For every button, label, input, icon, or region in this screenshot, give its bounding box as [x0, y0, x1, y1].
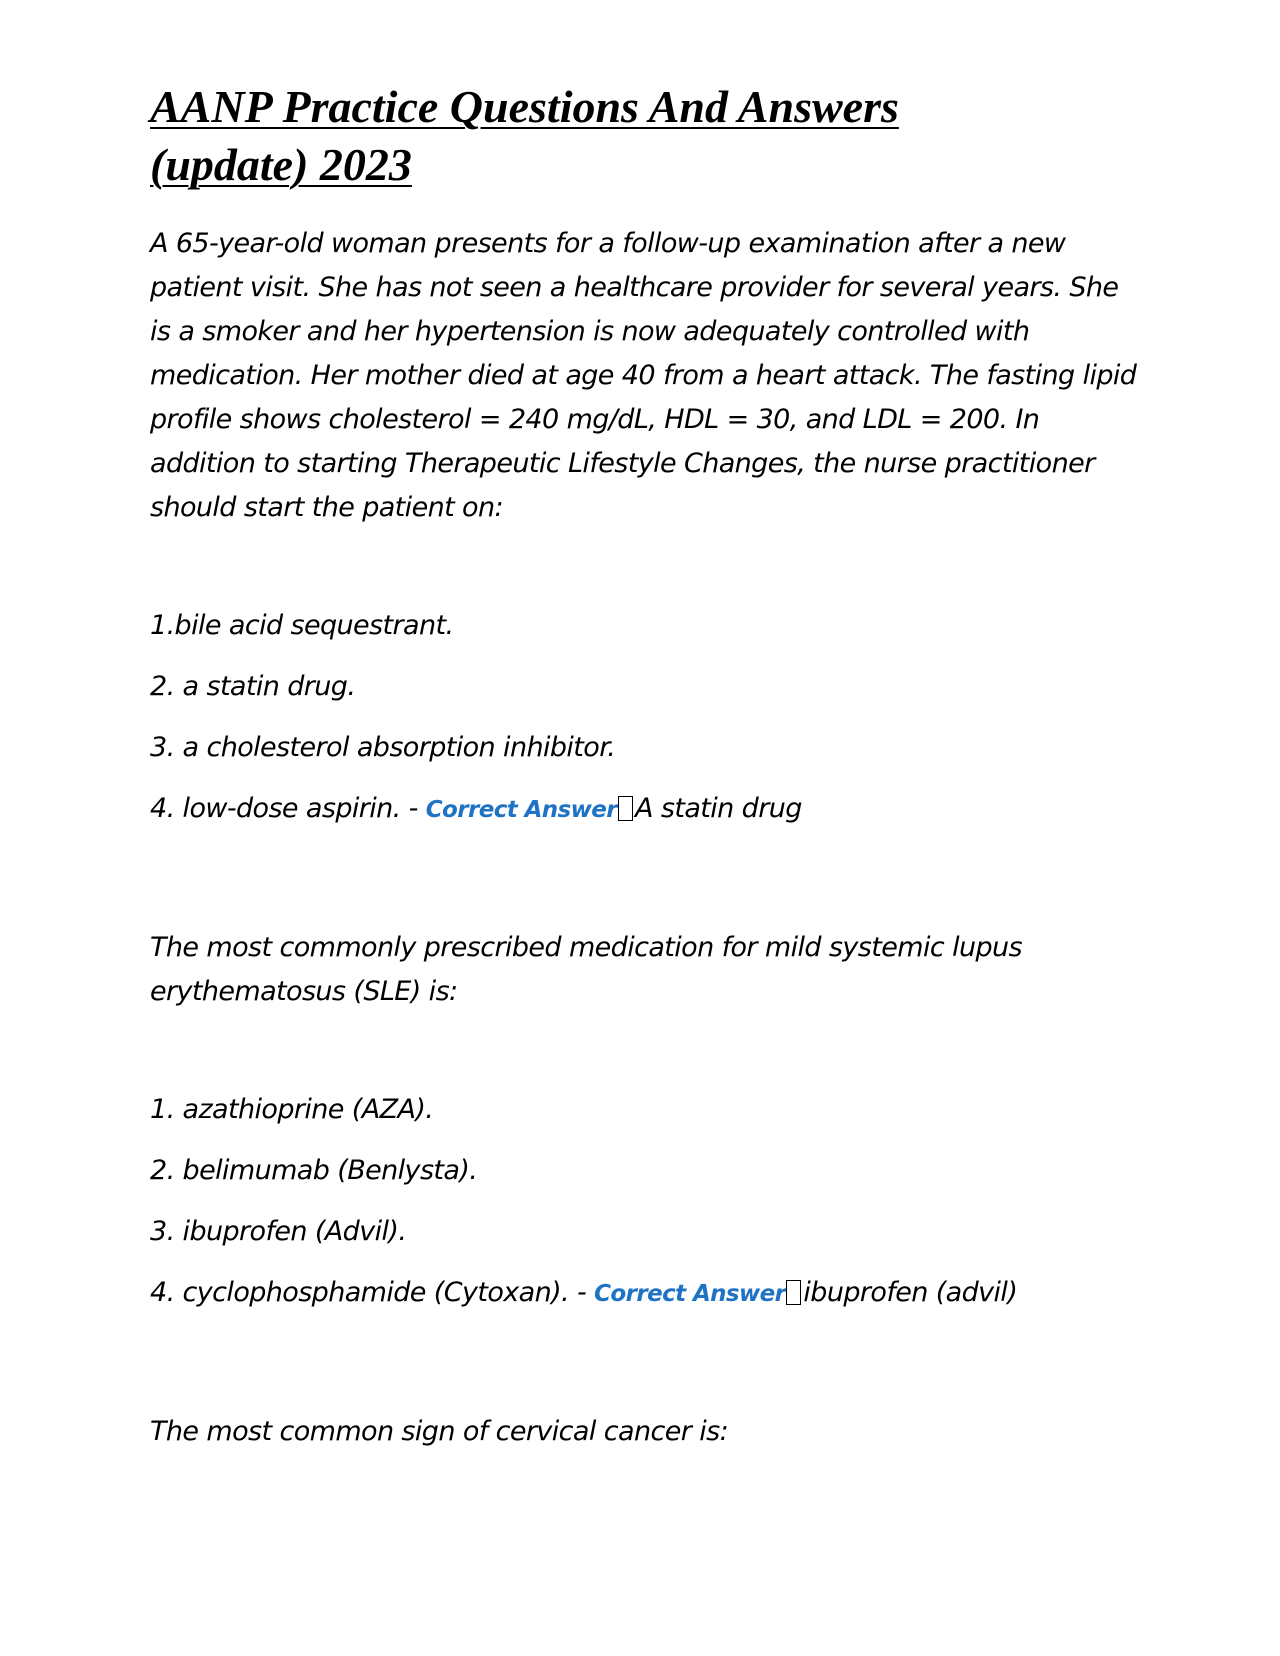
document-title [150, 78, 1140, 194]
question-3-text: The most common sign of cervical cancer is: [150, 1416, 729, 1447]
question-1-text: A 65-year-old woman presents for a follow-up examination after a new patient visit. She has not seen a healthcare provider for several years. She is a smoker and her hypertension is now adequately controlled with medication. Her mother died at age 40 from a heart attack. The fasting lipid profile shows cholesterol = 240 mg/dL, HDL = 30, and LDL = 200. In addition to starting Therapeutic Lifestyle Changes, the nurse practitioner should start the patient on: [150, 228, 1137, 523]
question-1-option-4-with-answer [150, 789, 1140, 830]
question-1-option-1: 1.bile acid sequestrant. [150, 610, 454, 641]
question-2-answer-label: Correct Answer [594, 1281, 786, 1307]
question-2 [150, 926, 1140, 1314]
question-2-option-4: 4. cyclophosphamide (Cytoxan). - [150, 1277, 595, 1308]
question-2-option-3: 3. ibuprofen (Advil). [150, 1216, 407, 1247]
question-1-option-4: 4. low-dose aspirin. - [150, 793, 426, 824]
question-1-answer-label: Correct Answer [425, 797, 618, 823]
document-title-line-2: (update) 2023 [150, 139, 412, 190]
document-content [150, 78, 1140, 1454]
question-1-answer: A statin drug [635, 793, 802, 824]
question-1-option-2: 2. a statin drug. [150, 671, 356, 702]
question-3 [150, 1410, 1140, 1454]
question-2-text: The most commonly prescribed medication for mild systemic lupus erythematosus (SLE) is: [150, 932, 1023, 1007]
question-1-options [150, 606, 1140, 830]
missing-glyph-box-icon [786, 1280, 801, 1305]
question-1 [150, 222, 1140, 830]
question-2-option-4-with-answer [150, 1273, 1140, 1314]
question-1-option-3: 3. a cholesterol absorption inhibitor. [150, 732, 616, 763]
question-2-answer: ibuprofen (advil) [803, 1277, 1018, 1308]
question-2-option-1: 1. azathioprine (AZA). [150, 1094, 434, 1125]
document-title-line-1: AANP Practice Questions And Answers [150, 81, 899, 132]
question-2-option-2: 2. belimumab (Benlysta). [150, 1155, 478, 1186]
missing-glyph-box-icon [618, 796, 633, 821]
question-2-options [150, 1090, 1140, 1314]
